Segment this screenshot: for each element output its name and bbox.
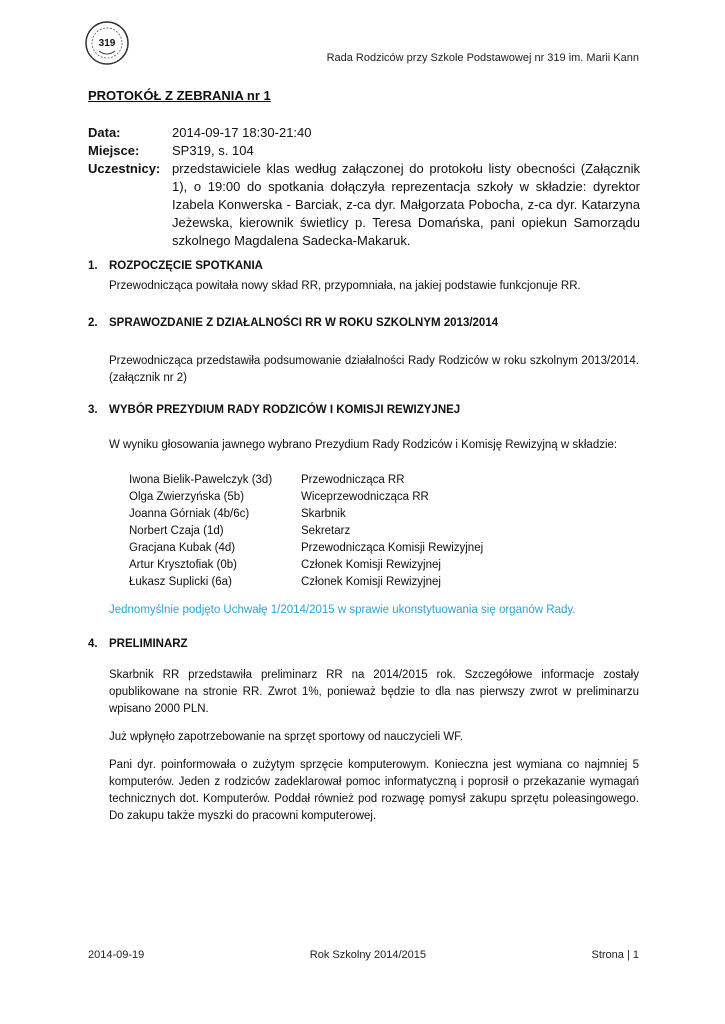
meta-participants-row: [88, 160, 640, 250]
section-title: WYBÓR PREZYDIUM RADY RODZICÓW I KOMISJI REWIZYJNEJ: [109, 404, 461, 416]
member-row: [129, 540, 483, 557]
meta-label: Data:: [88, 125, 121, 140]
member-row: [129, 523, 483, 540]
meeting-meta: [88, 124, 640, 250]
document-title: PROTOKÓŁ Z ZEBRANIA nr 1: [88, 88, 271, 103]
footer-school-year: Rok Szkolny 2014/2015: [309, 949, 426, 961]
meta-value: przedstawiciele klas według załączonej do protokołu listy obecności (Załącznik 1), o 19:00 do spotkania dołączyła reprezentacja szkoły w składzie: dyrektor Izabela Konwerska - Barciak, z-ca dyr. Małgorzata Pobocha, z-ca dyr. Katarzyna Jeżewska, kierownik świetlicy p. Teresa Domańska, pani opiekun Samorządu szkolnego Magdalena Sadecka-Makaruk.: [172, 161, 640, 248]
member-row: [129, 472, 483, 489]
member-role: Wiceprzewodnicząca RR: [301, 491, 429, 503]
member-row: [129, 506, 483, 523]
section-title: ROZPOCZĘCIE SPOTKANIA: [109, 260, 263, 272]
meta-value: 2014-09-17 18:30-21:40: [172, 125, 312, 140]
paragraph: Przewodnicząca powitała nowy skład RR, przypomniała, na jakiej podstawie funkcjonuje RR.: [109, 280, 581, 292]
member-role: Przewodnicząca Komisji Rewizyjnej: [301, 542, 484, 554]
meta-value: SP319, s. 104: [172, 143, 254, 158]
header-title: Rada Rodziców przy Szkole Podstawowej nr 319 im. Marii Kann: [326, 52, 639, 64]
meta-date-row: [88, 124, 640, 142]
member-role: Skarbnik: [301, 508, 346, 520]
section-number: 4.: [88, 638, 98, 650]
member-name: Artur Krysztofiak (0b): [129, 559, 237, 571]
meta-label: Miejsce:: [88, 143, 140, 158]
member-role: Przewodnicząca RR: [301, 474, 405, 486]
members-list: [129, 472, 483, 591]
member-role: Członek Komisji Rewizyjnej: [301, 559, 441, 571]
section-title: SPRAWOZDANIE Z DZIAŁALNOŚCI RR W ROKU SZKOLNYM 2013/2014: [109, 317, 499, 329]
section-heading: [88, 260, 263, 272]
member-name: Łukasz Suplicki (6a): [129, 576, 232, 588]
paragraph: Skarbnik RR przedstawiła preliminarz RR na 2014/2015 rok. Szczegółowe informacje zostały opublikowane na stronie RR. Zwrot 1%, ponieważ będzie to dla nas pierwszy zwrot w preliminarzu wpisano 2000 PLN.: [109, 669, 639, 715]
section-heading: [88, 317, 498, 329]
meta-label: Uczestnicy:: [88, 161, 161, 176]
member-role: Sekretarz: [301, 525, 351, 537]
member-name: Iwona Bielik-Pawelczyk (3d): [129, 474, 273, 486]
member-role: Członek Komisji Rewizyjnej: [301, 576, 441, 588]
member-row: [129, 574, 483, 591]
section-number: 2.: [88, 317, 98, 329]
member-row: [129, 489, 483, 506]
member-name: Norbert Czaja (1d): [129, 525, 224, 537]
resolution-text: Jednomyślnie podjęto Uchwałę 1/2014/2015 w sprawie ukonstytuowania się organów Rady.: [109, 604, 576, 616]
section-heading: [88, 404, 460, 416]
meta-place-row: [88, 142, 640, 160]
paragraph: W wyniku głosowania jawnego wybrano Prezydium Rady Rodziców i Komisję Rewizyjną w składzie:: [109, 439, 618, 451]
member-name: Gracjana Kubak (4d): [129, 542, 236, 554]
member-row: [129, 557, 483, 574]
member-name: Olga Zwierzyńska (5b): [129, 491, 245, 503]
paragraph: Przewodnicząca przedstawiła podsumowanie działalności Rady Rodziców w roku szkolnym 2013/2014. (załącznik nr 2): [109, 355, 639, 384]
paragraph: Pani dyr. poinformowała o zużytym sprzęcie komputerowym. Konieczna jest wymiana co najmniej 5 komputerów. Jeden z rodziców zadeklarował pomoc informatyczną i poprosił o przekazanie wymagań technicznych dot. Komputerów. Poddał również pod rozwagę pomysł zakupu sprzętu poleasingowego. Do zakupu także myszki do pracowni komputerowej.: [109, 759, 639, 822]
footer-date: 2014-09-19: [88, 949, 145, 961]
section-number: 3.: [88, 404, 98, 416]
section-number: 1.: [88, 260, 98, 272]
logo-number: 319: [98, 38, 116, 49]
school-logo: [84, 20, 130, 66]
section-heading: [88, 638, 188, 650]
member-name: Joanna Górniak (4b/6c): [129, 508, 250, 520]
footer-page-number: Strona | 1: [591, 949, 639, 961]
page-footer: [88, 949, 639, 961]
paragraph: Już wpłynęło zapotrzebowanie na sprzęt sportowy od nauczycieli WF.: [109, 731, 464, 743]
section-title: PRELIMINARZ: [109, 638, 188, 650]
